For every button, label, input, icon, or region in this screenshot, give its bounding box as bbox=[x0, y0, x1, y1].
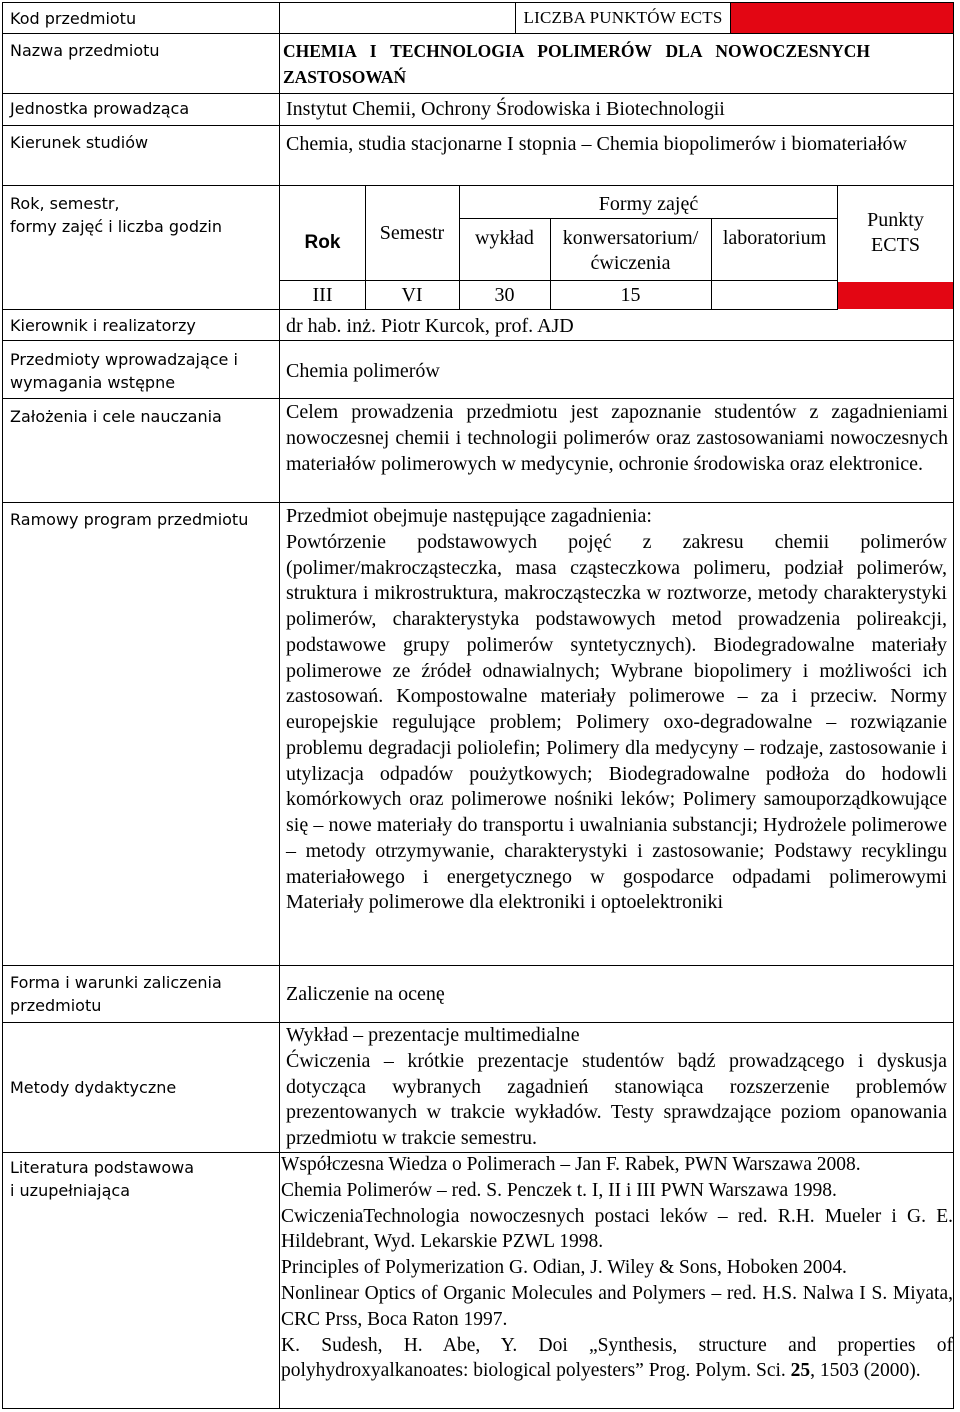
label-wymagania-line2: wymagania wstępne bbox=[10, 373, 176, 392]
literatura-item6-pages: , 1503 (2000). bbox=[810, 1360, 921, 1382]
label-program: Ramowy program przedmiotu bbox=[10, 510, 249, 529]
label-literatura bbox=[10, 1156, 194, 1202]
label-literatura-line1: Literatura podstawowa bbox=[10, 1158, 195, 1177]
schedule-konwersatorium-header bbox=[550, 226, 711, 276]
label-wymagania-line1: Przedmioty wprowadzające i bbox=[10, 350, 238, 369]
schedule-rule bbox=[280, 280, 838, 281]
literatura-item: Współczesna Wiedza o Polimerach – Jan F. Rabek, PWN Warszawa 2008. bbox=[281, 1154, 861, 1175]
metody-value bbox=[286, 1023, 947, 1152]
row-divider bbox=[2, 965, 954, 966]
schedule-wyklad-header: wykład bbox=[475, 227, 534, 249]
row-divider bbox=[2, 33, 954, 34]
row-divider bbox=[2, 309, 279, 310]
course-title bbox=[283, 38, 951, 90]
schedule-laboratorium-header: laboratorium bbox=[722, 227, 827, 249]
label-literatura-line2: i uzupełniająca bbox=[10, 1181, 130, 1200]
schedule-formy-header: Formy zajęć bbox=[598, 193, 699, 215]
row-divider bbox=[2, 125, 954, 126]
label-cele: Założenia i cele nauczania bbox=[10, 407, 222, 426]
jednostka-value: Instytut Chemii, Ochrony Środowiska i Biotechnologii bbox=[286, 98, 725, 120]
course-title-line2: ZASTOSOWAŃ bbox=[283, 67, 407, 87]
literatura-item: Chemia Polimerów – red. S. Penczek t. I, II i III PWN Warszawa 1998. bbox=[281, 1179, 837, 1201]
schedule-wyklad-value: 30 bbox=[494, 284, 515, 306]
metody-line2: Ćwiczenia – krótkie prezentacje studentów bądź prowadzącego i dyskusja dotycząca wybranych zagadnień stanowiąca rozszerzenie problemów prezentowanych w trakcie wykładów. Testy sprawdzające poziom opanowania przedmiotu w trakcie semestru. bbox=[286, 1049, 947, 1150]
literatura-item: Principles of Polymerization G. Odian, J. Wiley & Sons, Hoboken 2004. bbox=[281, 1257, 847, 1279]
label-kierunek: Kierunek studiów bbox=[10, 133, 149, 152]
metody-line1: Wykład – prezentacje multimedialne bbox=[286, 1024, 580, 1046]
label-nazwa: Nazwa przedmiotu bbox=[10, 41, 160, 60]
row-divider bbox=[2, 502, 954, 503]
border-bottom bbox=[2, 1408, 954, 1409]
row-divider bbox=[2, 398, 954, 399]
program-intro: Przedmiot obejmuje następujące zagadnienia: bbox=[286, 505, 652, 527]
program-body: Powtórzenie podstawowych pojęć z zakresu chemii polimerów (polimer/makrocząsteczka, masa cząsteczkowa polimeru, podział polimerów, struktura i mikrostruktura, makrocząsteczka w roztworze, metody charakterystyki polimerów, charakterystyka podstawowych metod prowadzenia polireakcji, podstawowe grupy polimerów syntetycznych). Biodegradowalne materiały polimerowe ze źródeł odnawialnych; Wybrane biopolimery i możliwości ich zastosowań. Kompostowalne materiały polimerowe – za i przeciw. Normy europejskie regulujące problem; Polimery oxo-degradowalne – rozwiązanie problemu degradacji poliolefin; Polimery dla medycyny – rodzaje, zastosowanie i utylizacja odpadów poużytkowych; Biodegradowalne podłoża do hodowli komórkowych oraz polimerowe nośniki leków; Polimery samouporządkowujące się – nowe materiały do transportu i uwalniania substancji; Hydrożele polimerowe – metody otrzymywanie, charakterystyki i zastosowanie; Podstawy recyklingu materiałowego i energetycznego w gospodarce odpadami polimerowymi Materiały polimerowe dla elektroniki i optoelektroniki bbox=[286, 530, 947, 914]
literatura-list bbox=[281, 1152, 953, 1384]
schedule-rok-header: Rok bbox=[304, 232, 341, 253]
label-kod: Kod przedmiotu bbox=[10, 9, 137, 28]
schedule-konw-line1: konwersatorium/ bbox=[562, 227, 699, 249]
label-forma-line2: przedmiotu bbox=[10, 996, 102, 1015]
kierunek-value: Chemia, studia stacjonarne I stopnia – Chemia biopolimerów i biomateriałów bbox=[286, 133, 907, 155]
schedule-ects-line2: ECTS bbox=[871, 234, 920, 256]
schedule-semestr-value: VI bbox=[401, 284, 423, 306]
label-forma bbox=[10, 971, 222, 1017]
literatura-item: Nonlinear Optics of Organic Molecules and Polymers – red. H.S. Nalwa I S. Miyata, CRC Prss, Boca Raton 1997. bbox=[281, 1282, 953, 1330]
literatura-item: CwiczeniaTechnologia nowoczesnych postaci leków – red. R.H. Mueler i G. E. Hildebrant, Wyd. Lekarskie PZWL 1998. bbox=[281, 1205, 953, 1253]
schedule-rok-value: III bbox=[312, 284, 333, 306]
schedule-rule bbox=[459, 218, 838, 219]
ects-header-red-fill bbox=[731, 3, 953, 33]
border-left bbox=[2, 2, 3, 1409]
schedule-ects-line1: Punkty bbox=[867, 209, 924, 231]
label-metody: Metody dydaktyczne bbox=[10, 1078, 177, 1097]
label-wymagania bbox=[10, 348, 238, 394]
schedule-rule bbox=[280, 309, 838, 310]
row-divider bbox=[2, 93, 954, 94]
kierownik-value: dr hab. inż. Piotr Kurcok, prof. AJD bbox=[286, 315, 574, 337]
label-kierownik: Kierownik i realizatorzy bbox=[10, 316, 196, 335]
cele-value: Celem prowadzenia przedmiotu jest zapoznanie studentów z zagadnieniami nowoczesnej chemii i technologii polimerów oraz zastosowaniami nowoczesnych materiałów polimerowych w medycynie, ochronie środowiska oraz elektronice. bbox=[286, 401, 948, 475]
ects-value-red-fill bbox=[838, 282, 953, 309]
border-right bbox=[953, 2, 954, 1409]
literatura-item6-text: K. Sudesh, H. Abe, Y. Doi „Synthesis, structure and properties of polyhydroxyalkanoates: biological polyesters” Prog. Polym. Sci. bbox=[281, 1334, 953, 1382]
forma-value: Zaliczenie na ocenę bbox=[286, 983, 445, 1005]
column-divider bbox=[279, 2, 280, 1409]
label-rok-line1: Rok, semestr, bbox=[10, 194, 120, 213]
program-value bbox=[286, 504, 947, 916]
schedule-semestr-header: Semestr bbox=[379, 222, 445, 244]
row-divider bbox=[2, 185, 954, 186]
literatura-item bbox=[281, 1333, 953, 1385]
course-title-line1: CHEMIA I TECHNOLOGIA POLIMERÓW DLA NOWOCZESNYCH bbox=[283, 41, 871, 61]
ects-header: LICZBA PUNKTÓW ECTS bbox=[523, 8, 723, 27]
label-rok-semestr bbox=[10, 192, 222, 238]
label-forma-line1: Forma i warunki zaliczenia bbox=[10, 973, 222, 992]
row-divider bbox=[2, 340, 954, 341]
schedule-konwersatorium-value: 15 bbox=[620, 284, 641, 306]
schedule-konw-line2: ćwiczenia bbox=[590, 252, 671, 274]
literatura-item6-volume: 25 bbox=[790, 1360, 811, 1382]
wymagania-value: Chemia polimerów bbox=[286, 360, 440, 382]
label-rok-line2: formy zajęć i liczba godzin bbox=[10, 217, 222, 236]
schedule-ects-header bbox=[838, 208, 953, 258]
label-jednostka: Jednostka prowadząca bbox=[10, 99, 190, 118]
